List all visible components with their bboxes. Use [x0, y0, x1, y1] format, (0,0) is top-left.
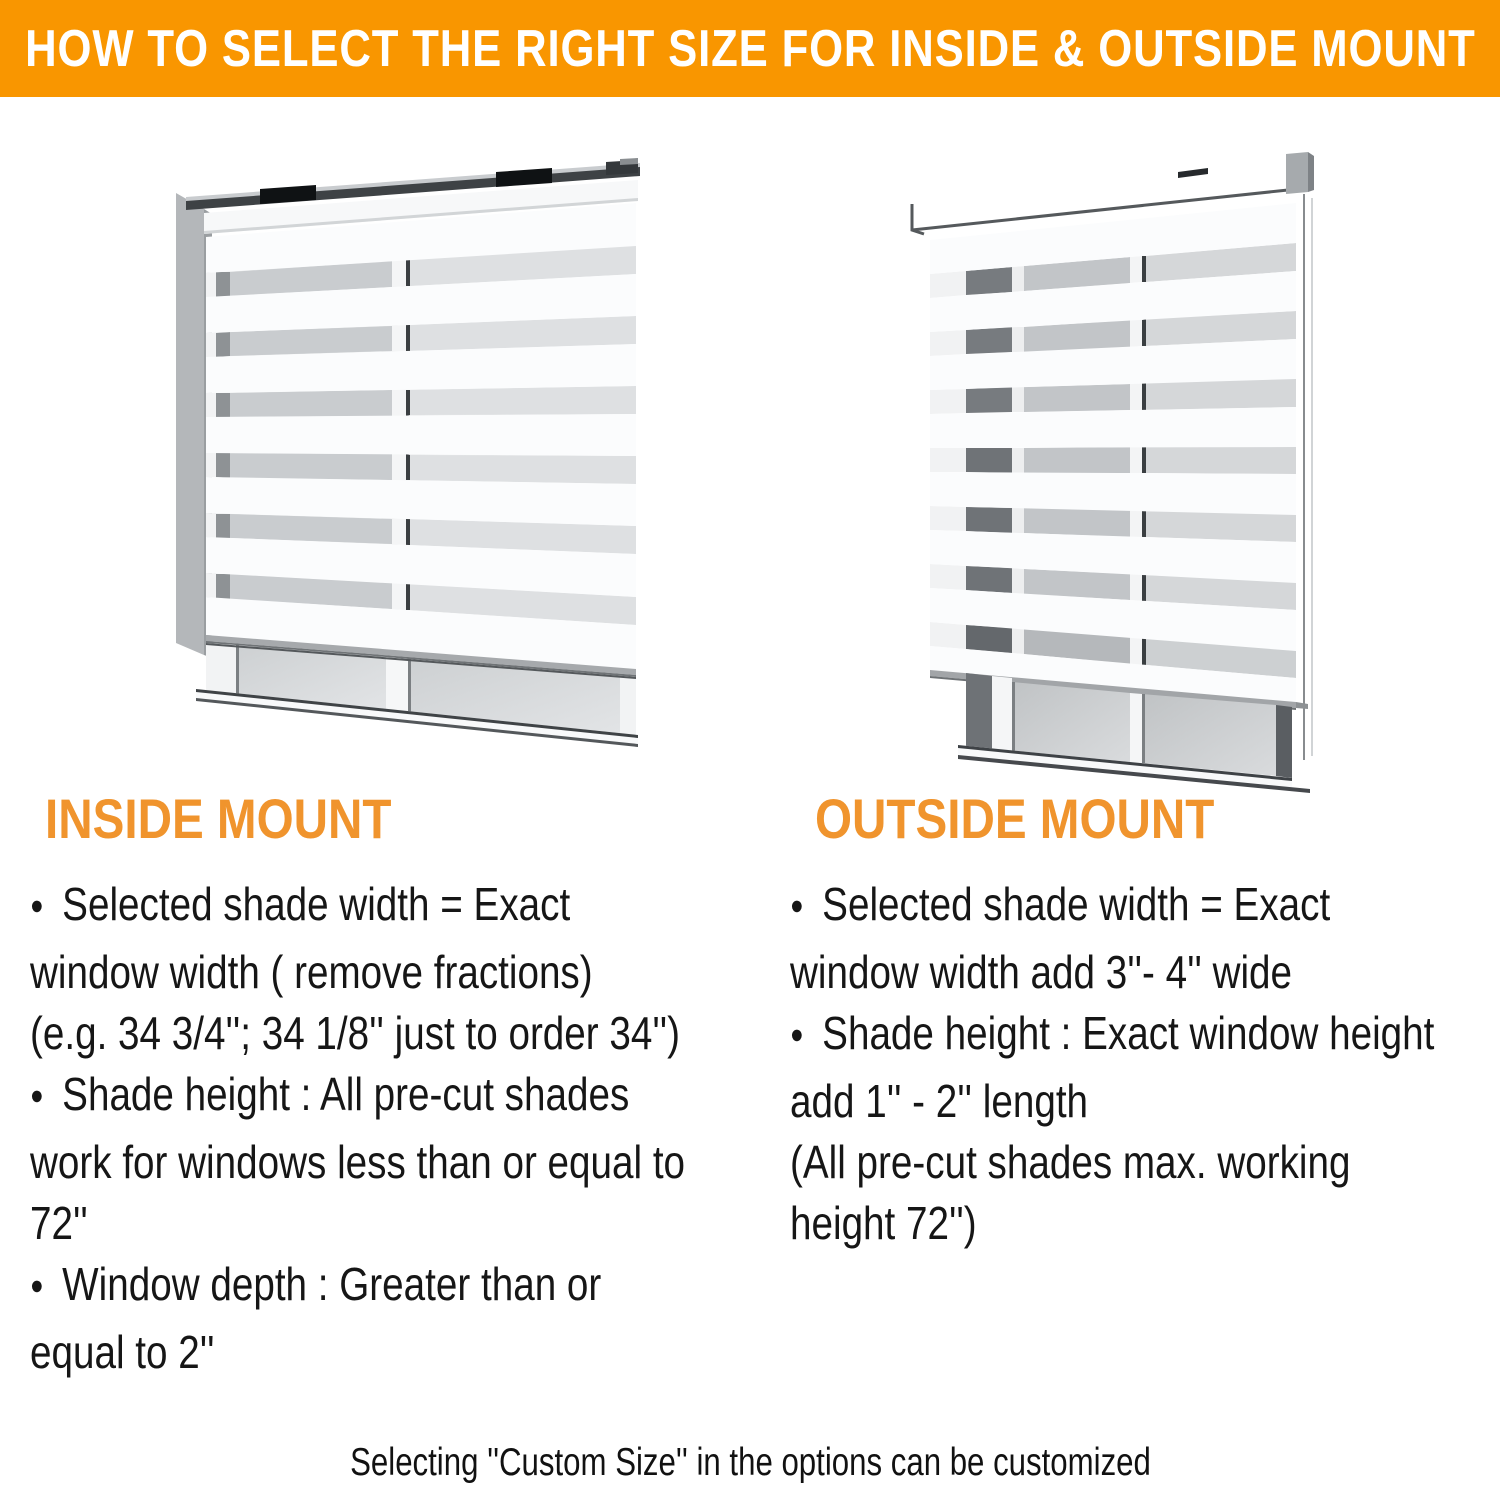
bullet-line: add 1'' - 2'' length	[790, 1075, 1089, 1127]
inside-mount-bullets	[30, 874, 752, 1383]
banner	[0, 0, 1500, 97]
bullet-line: (e.g. 34 3/4''; 34 1/8'' just to order 34'')	[30, 1007, 681, 1059]
outside-mount-bullets	[790, 874, 1500, 1254]
inside-mount-heading: INSIDE MOUNT	[45, 787, 392, 850]
bullet-line: work for windows less than or equal to	[30, 1136, 686, 1188]
bullet-line: ● Selected shade width = Exact	[30, 874, 752, 942]
outside-mount-drawing	[878, 148, 1363, 808]
bullet-line: ● Shade height : All pre-cut shades	[30, 1064, 752, 1132]
bullet-line: height 72'')	[790, 1197, 977, 1249]
bullet-line: window width add 3''- 4'' wide	[790, 946, 1293, 998]
bullet-line: ● Shade height : Exact window height	[790, 1003, 1500, 1071]
bullet-line: equal to 2''	[30, 1326, 215, 1378]
footer-note: Selecting ''Custom Size'' in the options can be customized	[349, 1441, 1151, 1484]
bullet-line: 72''	[30, 1197, 88, 1249]
outside-mount-illustration	[878, 148, 1363, 808]
bullet-line: ● Selected shade width = Exact	[790, 874, 1500, 942]
bullet-line: ● Window depth : Greater than or	[30, 1254, 752, 1322]
banner-title: HOW TO SELECT THE RIGHT SIZE FOR INSIDE & OUTSIDE MOUNT	[24, 19, 1476, 78]
inside-mount-illustration	[168, 155, 653, 750]
bullet-line: (All pre-cut shades max. working	[790, 1136, 1351, 1188]
footer-note-row	[0, 1441, 1500, 1485]
outside-mount-heading: OUTSIDE MOUNT	[815, 787, 1215, 850]
bullet-line: window width ( remove fractions)	[30, 946, 593, 998]
inside-mount-drawing	[168, 155, 653, 750]
